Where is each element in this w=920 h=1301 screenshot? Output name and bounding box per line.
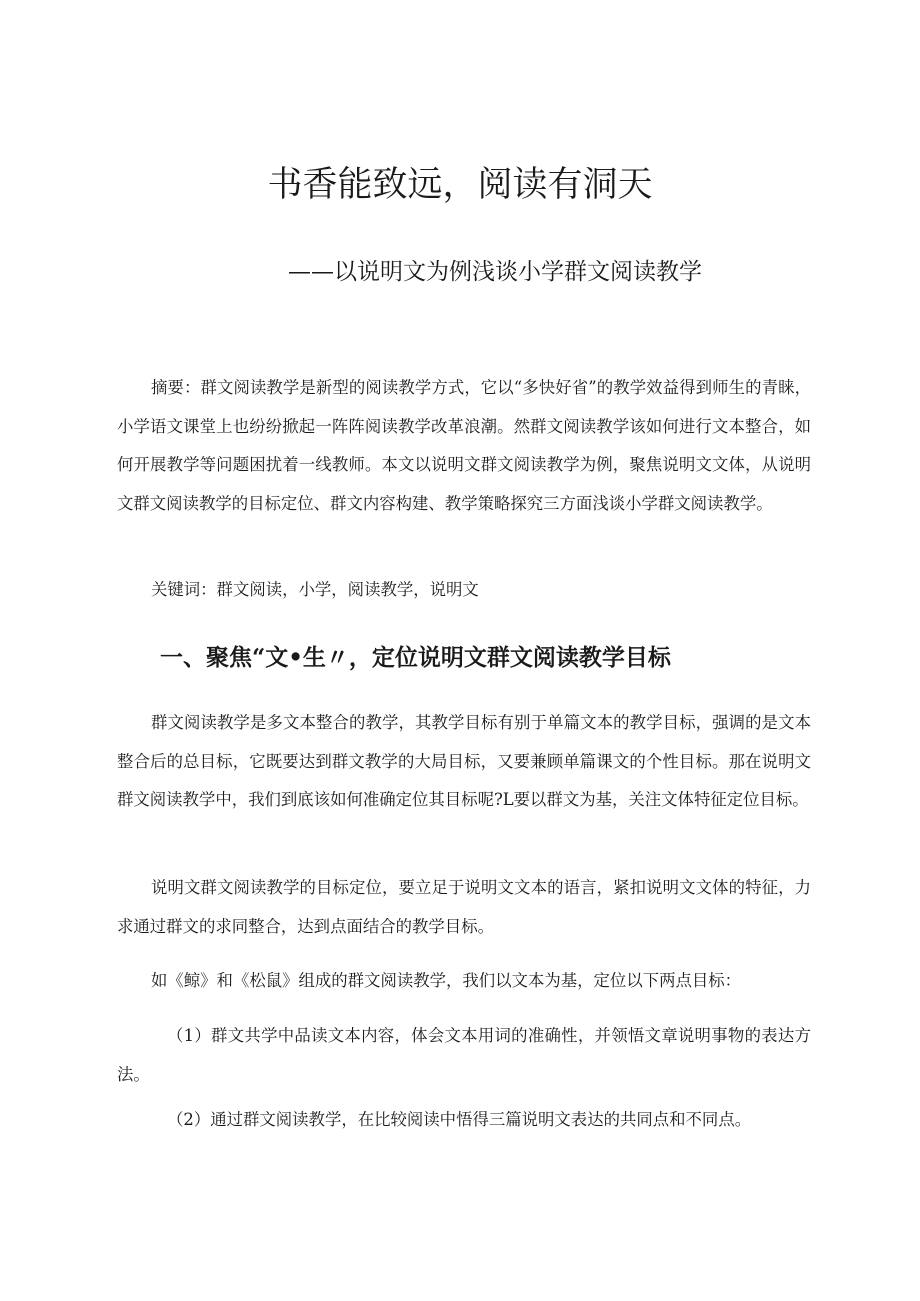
abstract-paragraph: 摘要：群文阅读教学是新型的阅读教学方式，它以“多快好省”的教学效益得到师生的青睐，小学语文课堂上也纷纷掀起一阵阵阅读教学改革浪潮。然群文阅读教学该如何进行文本整合，如何开展教学等问题困扰着一线教师。本文以说明文群文阅读教学为例，聚焦说明文文体，从说明文群文阅读教学的目标定位、群文内容构建、教学策略探究三方面浅谈小学群文阅读教学。 [117,378,811,513]
goal-item-1: （1）群文共学中品读文本内容，体会文本用词的准确性，并领悟文章说明事物的表达方法。 [117,1026,811,1084]
goal-item-2: （2）通过群文阅读教学，在比较阅读中悟得三篇说明文表达的共同点和不同点。 [167,1110,752,1129]
body-paragraph: 说明文群文阅读教学的目标定位，要立足于说明文文本的语言，紧扣说明文文体的特征，力求通过群文的求同整合，达到点面结合的教学目标。 [117,878,811,936]
keywords-line: 关键词：群文阅读，小学，阅读教学，说明文 [151,580,479,599]
body-paragraph: 群文阅读教学是多文本整合的教学，其教学目标有别于单篇文本的教学目标，强调的是文本整合后的总目标，它既要达到群文教学的大局目标，又要兼顾单篇课文的个性目标。那在说明文群文阅读教学中，我们到底该如何准确定位其目标呢?L要以群文为基，关注文体特征定位目标。 [117,713,811,809]
section-heading-1: 一、聚焦“文•生〃，定位说明文群文阅读教学目标 [160,644,671,671]
document-subtitle: ——以说明文为例浅谈小学群文阅读教学 [288,259,702,285]
body-paragraph: 如《鲸》和《松鼠》组成的群文阅读教学，我们以文本为基，定位以下两点目标： [151,971,742,990]
document-title: 书香能致远，阅读有洞天 [267,165,653,205]
